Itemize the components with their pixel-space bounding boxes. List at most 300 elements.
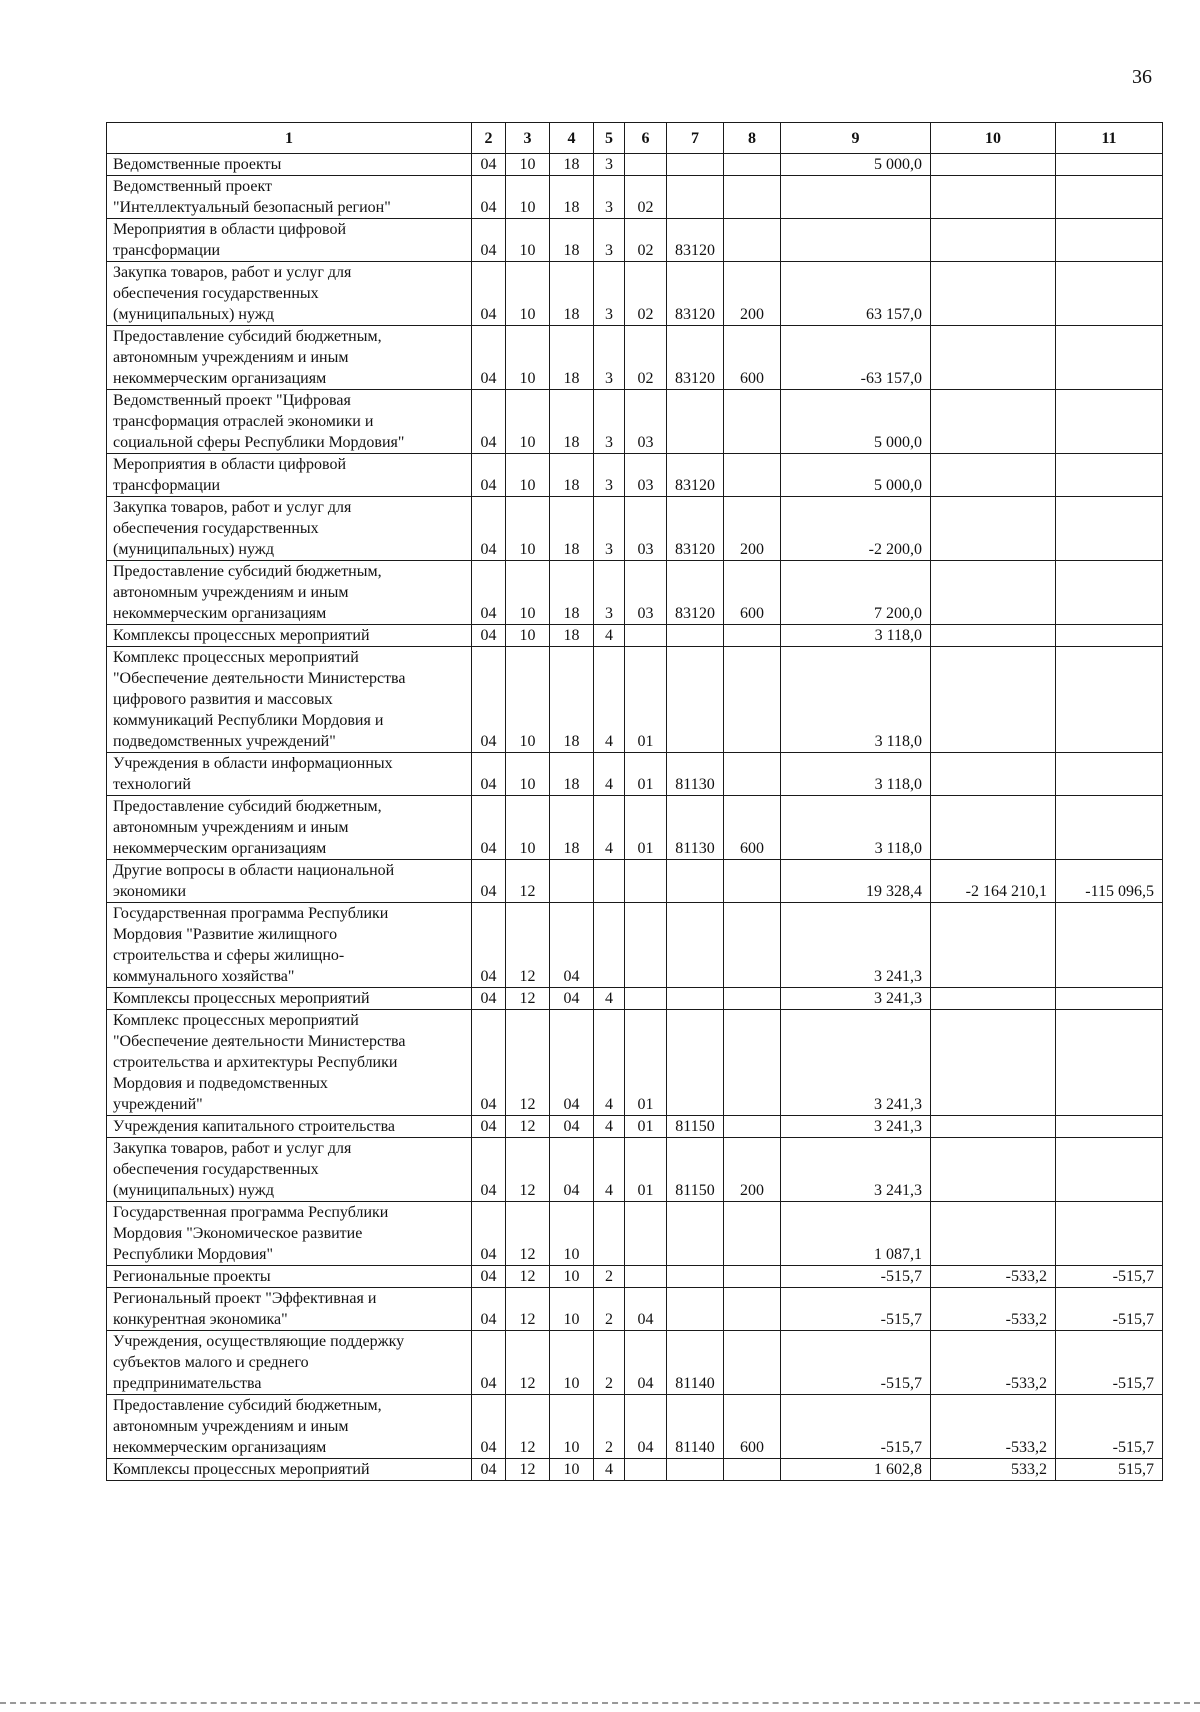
code-program: 18	[550, 561, 594, 625]
code-expense-type	[724, 1331, 781, 1395]
amount-col-9: 19 328,4	[781, 860, 931, 903]
code-subsection: 10	[506, 753, 550, 796]
code-subsection: 10	[506, 625, 550, 647]
code-program: 04	[550, 1138, 594, 1202]
code-expense-type	[724, 1116, 781, 1138]
amount-col-11: -115 096,5	[1056, 860, 1163, 903]
amount-col-9: 3 241,3	[781, 1138, 931, 1202]
code-project	[625, 625, 667, 647]
amount-col-11	[1056, 262, 1163, 326]
amount-col-9: -63 157,0	[781, 326, 931, 390]
table-row	[107, 326, 1163, 390]
amount-col-11	[1056, 1138, 1163, 1202]
code-expense-type	[724, 988, 781, 1010]
code-subsection: 12	[506, 1288, 550, 1331]
amount-col-9	[781, 176, 931, 219]
code-program: 04	[550, 903, 594, 988]
row-name: Учреждения капитального строительства	[107, 1116, 472, 1138]
code-program: 18	[550, 154, 594, 176]
code-program: 18	[550, 625, 594, 647]
code-subsection: 12	[506, 1331, 550, 1395]
code-direction: 81150	[667, 1138, 724, 1202]
row-name: Комплексы процессных мероприятий	[107, 625, 472, 647]
table-row	[107, 454, 1163, 497]
column-header-9: 9	[781, 123, 931, 154]
amount-col-11: -515,7	[1056, 1266, 1163, 1288]
code-section: 04	[472, 326, 506, 390]
code-program: 18	[550, 390, 594, 454]
column-header-11: 11	[1056, 123, 1163, 154]
row-name: Мероприятия в области цифровой трансформации	[107, 219, 472, 262]
amount-col-9: 5 000,0	[781, 154, 931, 176]
column-header-6: 6	[625, 123, 667, 154]
code-direction	[667, 154, 724, 176]
amount-col-10	[931, 1138, 1056, 1202]
code-section: 04	[472, 1288, 506, 1331]
code-section: 04	[472, 561, 506, 625]
code-program: 04	[550, 988, 594, 1010]
code-subsection: 12	[506, 860, 550, 903]
code-project: 01	[625, 796, 667, 860]
code-subprogram: 4	[594, 753, 625, 796]
code-project: 01	[625, 1010, 667, 1116]
column-header-10: 10	[931, 123, 1056, 154]
amount-col-11	[1056, 625, 1163, 647]
row-name: Мероприятия в области цифровой трансформации	[107, 454, 472, 497]
amount-col-10	[931, 497, 1056, 561]
amount-col-9: 5 000,0	[781, 454, 931, 497]
code-section: 04	[472, 454, 506, 497]
code-direction: 81140	[667, 1395, 724, 1459]
code-section: 04	[472, 1331, 506, 1395]
column-header-4: 4	[550, 123, 594, 154]
code-subsection: 10	[506, 497, 550, 561]
code-project	[625, 154, 667, 176]
code-project	[625, 903, 667, 988]
code-section: 04	[472, 1266, 506, 1288]
amount-col-10	[931, 390, 1056, 454]
code-direction	[667, 1202, 724, 1266]
amount-col-10: -533,2	[931, 1266, 1056, 1288]
table-row	[107, 1116, 1163, 1138]
code-program: 10	[550, 1266, 594, 1288]
amount-col-9: 3 118,0	[781, 625, 931, 647]
amount-col-10	[931, 988, 1056, 1010]
code-subsection: 12	[506, 1266, 550, 1288]
table-row	[107, 1395, 1163, 1459]
code-program: 18	[550, 647, 594, 753]
amount-col-9	[781, 219, 931, 262]
scan-edge-rule	[0, 1702, 1200, 1704]
amount-col-11	[1056, 561, 1163, 625]
amount-col-11	[1056, 1116, 1163, 1138]
amount-col-10: -2 164 210,1	[931, 860, 1056, 903]
code-subsection: 10	[506, 154, 550, 176]
code-section: 04	[472, 1459, 506, 1481]
amount-col-9: -2 200,0	[781, 497, 931, 561]
code-section: 04	[472, 219, 506, 262]
row-name: Региональный проект "Эффективная и конкурентная экономика"	[107, 1288, 472, 1331]
code-expense-type	[724, 860, 781, 903]
code-subprogram: 3	[594, 497, 625, 561]
row-name: Учреждения, осуществляющие поддержку субъектов малого и среднего предпринимательства	[107, 1331, 472, 1395]
amount-col-9: 3 118,0	[781, 796, 931, 860]
code-expense-type	[724, 1266, 781, 1288]
code-program: 18	[550, 219, 594, 262]
code-direction	[667, 1459, 724, 1481]
code-direction: 81130	[667, 753, 724, 796]
amount-col-11	[1056, 796, 1163, 860]
table-row	[107, 497, 1163, 561]
code-program: 04	[550, 1010, 594, 1116]
table-row	[107, 219, 1163, 262]
code-project	[625, 1266, 667, 1288]
code-program: 10	[550, 1288, 594, 1331]
amount-col-10	[931, 1202, 1056, 1266]
row-name: Государственная программа Республики Мордовия "Экономическое развитие Республики Мордовия"	[107, 1202, 472, 1266]
table-header	[107, 123, 1163, 154]
code-subsection: 12	[506, 1202, 550, 1266]
amount-col-11: -515,7	[1056, 1395, 1163, 1459]
amount-col-9: -515,7	[781, 1395, 931, 1459]
amount-col-11	[1056, 988, 1163, 1010]
code-direction: 83120	[667, 497, 724, 561]
code-subprogram: 4	[594, 1459, 625, 1481]
code-subsection: 10	[506, 561, 550, 625]
code-program: 10	[550, 1331, 594, 1395]
code-expense-type: 600	[724, 326, 781, 390]
code-section: 04	[472, 647, 506, 753]
code-project	[625, 860, 667, 903]
code-project: 01	[625, 1138, 667, 1202]
amount-col-10	[931, 326, 1056, 390]
code-project: 01	[625, 1116, 667, 1138]
row-name: Предоставление субсидий бюджетным, автономным учреждениям и иным некоммерческим организациям	[107, 326, 472, 390]
code-direction: 83120	[667, 326, 724, 390]
code-expense-type	[724, 154, 781, 176]
code-program: 18	[550, 326, 594, 390]
code-expense-type	[724, 176, 781, 219]
code-project: 02	[625, 219, 667, 262]
amount-col-9: 1 087,1	[781, 1202, 931, 1266]
table-row	[107, 1266, 1163, 1288]
table-row	[107, 1202, 1163, 1266]
code-program: 18	[550, 176, 594, 219]
code-subsection: 12	[506, 1010, 550, 1116]
table-row	[107, 796, 1163, 860]
amount-col-9: 3 241,3	[781, 988, 931, 1010]
code-subprogram	[594, 860, 625, 903]
amount-col-11	[1056, 1202, 1163, 1266]
code-direction	[667, 988, 724, 1010]
code-project	[625, 988, 667, 1010]
code-subsection: 10	[506, 454, 550, 497]
amount-col-10	[931, 625, 1056, 647]
amount-col-9: 7 200,0	[781, 561, 931, 625]
code-direction	[667, 1010, 724, 1116]
amount-col-9: 3 118,0	[781, 647, 931, 753]
column-header-5: 5	[594, 123, 625, 154]
code-expense-type	[724, 625, 781, 647]
table-row	[107, 154, 1163, 176]
amount-col-11	[1056, 497, 1163, 561]
code-subsection: 12	[506, 1116, 550, 1138]
code-project: 04	[625, 1395, 667, 1459]
table-row	[107, 625, 1163, 647]
row-name: Ведомственный проект "Интеллектуальный безопасный регион"	[107, 176, 472, 219]
code-direction	[667, 1266, 724, 1288]
amount-col-11: 515,7	[1056, 1459, 1163, 1481]
row-name: Учреждения в области информационных технологий	[107, 753, 472, 796]
amount-col-9: 63 157,0	[781, 262, 931, 326]
row-name: Закупка товаров, работ и услуг для обеспечения государственных (муниципальных) нужд	[107, 262, 472, 326]
code-project: 03	[625, 390, 667, 454]
row-name: Закупка товаров, работ и услуг для обеспечения государственных (муниципальных) нужд	[107, 497, 472, 561]
row-name: Государственная программа Республики Мордовия "Развитие жилищного строительства и сферы жилищно- коммунального хозяйства"	[107, 903, 472, 988]
amount-col-9: -515,7	[781, 1288, 931, 1331]
column-header-7: 7	[667, 123, 724, 154]
amount-col-9: -515,7	[781, 1331, 931, 1395]
code-subsection: 12	[506, 903, 550, 988]
code-direction	[667, 1288, 724, 1331]
code-expense-type: 600	[724, 1395, 781, 1459]
table-row	[107, 390, 1163, 454]
amount-col-10: 533,2	[931, 1459, 1056, 1481]
budget-table	[106, 122, 1163, 1481]
code-project: 02	[625, 262, 667, 326]
code-expense-type	[724, 454, 781, 497]
amount-col-9: 3 241,3	[781, 1010, 931, 1116]
table-row	[107, 1288, 1163, 1331]
column-header-1: 1	[107, 123, 472, 154]
code-subprogram	[594, 1202, 625, 1266]
code-program: 18	[550, 262, 594, 326]
code-section: 04	[472, 988, 506, 1010]
code-project: 03	[625, 454, 667, 497]
column-header-3: 3	[506, 123, 550, 154]
amount-col-9: -515,7	[781, 1266, 931, 1288]
code-subprogram: 3	[594, 262, 625, 326]
code-expense-type	[724, 1459, 781, 1481]
code-direction	[667, 176, 724, 219]
code-subprogram: 4	[594, 625, 625, 647]
amount-col-10	[931, 753, 1056, 796]
code-subprogram: 2	[594, 1266, 625, 1288]
amount-col-10	[931, 219, 1056, 262]
code-project	[625, 1459, 667, 1481]
code-section: 04	[472, 625, 506, 647]
amount-col-9: 1 602,8	[781, 1459, 931, 1481]
code-subsection: 12	[506, 1138, 550, 1202]
amount-col-10	[931, 154, 1056, 176]
code-direction	[667, 390, 724, 454]
column-header-2: 2	[472, 123, 506, 154]
code-subprogram: 3	[594, 561, 625, 625]
amount-col-11	[1056, 1010, 1163, 1116]
code-subprogram: 2	[594, 1288, 625, 1331]
code-subprogram: 4	[594, 1138, 625, 1202]
amount-col-10: -533,2	[931, 1395, 1056, 1459]
code-section: 04	[472, 860, 506, 903]
code-project: 01	[625, 647, 667, 753]
code-direction	[667, 903, 724, 988]
code-subprogram: 4	[594, 796, 625, 860]
code-section: 04	[472, 1116, 506, 1138]
code-section: 04	[472, 903, 506, 988]
code-subprogram: 3	[594, 326, 625, 390]
amount-col-11	[1056, 390, 1163, 454]
row-name: Другие вопросы в области национальной экономики	[107, 860, 472, 903]
code-program: 10	[550, 1459, 594, 1481]
amount-col-10: -533,2	[931, 1331, 1056, 1395]
code-subsection: 10	[506, 796, 550, 860]
amount-col-11	[1056, 454, 1163, 497]
table-row	[107, 860, 1163, 903]
row-name: Ведомственный проект "Цифровая трансформация отраслей экономики и социальной сферы Республики Мордовия"	[107, 390, 472, 454]
code-expense-type	[724, 753, 781, 796]
code-subprogram: 4	[594, 647, 625, 753]
amount-col-10	[931, 1116, 1056, 1138]
table-row	[107, 903, 1163, 988]
code-expense-type	[724, 903, 781, 988]
table-body	[107, 154, 1163, 1481]
code-subsection: 12	[506, 988, 550, 1010]
code-section: 04	[472, 796, 506, 860]
code-program: 18	[550, 796, 594, 860]
amount-col-11	[1056, 219, 1163, 262]
amount-col-10	[931, 903, 1056, 988]
code-subprogram	[594, 903, 625, 988]
table-row	[107, 1459, 1163, 1481]
code-section: 04	[472, 154, 506, 176]
row-name: Ведомственные проекты	[107, 154, 472, 176]
amount-col-10	[931, 176, 1056, 219]
row-name: Предоставление субсидий бюджетным, автономным учреждениям и иным некоммерческим организациям	[107, 796, 472, 860]
table-row	[107, 647, 1163, 753]
code-expense-type: 600	[724, 561, 781, 625]
amount-col-10: -533,2	[931, 1288, 1056, 1331]
code-expense-type	[724, 219, 781, 262]
code-subprogram: 4	[594, 1010, 625, 1116]
code-expense-type: 600	[724, 796, 781, 860]
amount-col-10	[931, 561, 1056, 625]
code-program: 10	[550, 1202, 594, 1266]
table-row	[107, 988, 1163, 1010]
code-subsection: 10	[506, 176, 550, 219]
code-expense-type	[724, 390, 781, 454]
code-project	[625, 1202, 667, 1266]
amount-col-9: 5 000,0	[781, 390, 931, 454]
amount-col-9: 3 118,0	[781, 753, 931, 796]
code-direction: 83120	[667, 561, 724, 625]
amount-col-10	[931, 796, 1056, 860]
code-subprogram: 2	[594, 1395, 625, 1459]
amount-col-11: -515,7	[1056, 1288, 1163, 1331]
table-row	[107, 1138, 1163, 1202]
table-row	[107, 1010, 1163, 1116]
code-expense-type: 200	[724, 1138, 781, 1202]
code-expense-type	[724, 1202, 781, 1266]
code-subprogram: 3	[594, 390, 625, 454]
code-subsection: 12	[506, 1459, 550, 1481]
row-name: Предоставление субсидий бюджетным, автономным учреждениям и иным некоммерческим организациям	[107, 561, 472, 625]
code-subprogram: 3	[594, 454, 625, 497]
code-subsection: 10	[506, 326, 550, 390]
code-direction: 81140	[667, 1331, 724, 1395]
code-program: 18	[550, 753, 594, 796]
code-subprogram: 4	[594, 1116, 625, 1138]
code-subsection: 10	[506, 219, 550, 262]
code-section: 04	[472, 262, 506, 326]
code-subprogram: 4	[594, 988, 625, 1010]
amount-col-11	[1056, 176, 1163, 219]
code-subsection: 10	[506, 647, 550, 753]
amount-col-10	[931, 647, 1056, 753]
code-direction: 83120	[667, 454, 724, 497]
code-section: 04	[472, 1202, 506, 1266]
code-subprogram: 3	[594, 219, 625, 262]
row-name: Комплексы процессных мероприятий	[107, 1459, 472, 1481]
code-project: 04	[625, 1331, 667, 1395]
row-name: Региональные проекты	[107, 1266, 472, 1288]
code-program: 04	[550, 1116, 594, 1138]
header-row	[107, 123, 1163, 154]
code-program: 10	[550, 1395, 594, 1459]
code-project: 03	[625, 497, 667, 561]
row-name: Предоставление субсидий бюджетным, автономным учреждениям и иным некоммерческим организациям	[107, 1395, 472, 1459]
amount-col-10	[931, 454, 1056, 497]
amount-col-10	[931, 1010, 1056, 1116]
row-name: Комплекс процессных мероприятий "Обеспечение деятельности Министерства строительства и архитектуры Республики Мордовия и подведомственных учреждений"	[107, 1010, 472, 1116]
code-section: 04	[472, 1010, 506, 1116]
code-subprogram: 3	[594, 176, 625, 219]
code-direction: 83120	[667, 219, 724, 262]
row-name: Комплексы процессных мероприятий	[107, 988, 472, 1010]
code-subsection: 12	[506, 1395, 550, 1459]
code-section: 04	[472, 497, 506, 561]
code-direction	[667, 625, 724, 647]
code-section: 04	[472, 753, 506, 796]
table-row	[107, 561, 1163, 625]
row-name: Закупка товаров, работ и услуг для обеспечения государственных (муниципальных) нужд	[107, 1138, 472, 1202]
code-expense-type	[724, 1288, 781, 1331]
code-program: 18	[550, 497, 594, 561]
code-direction: 81130	[667, 796, 724, 860]
code-expense-type: 200	[724, 262, 781, 326]
column-header-8: 8	[724, 123, 781, 154]
amount-col-11	[1056, 647, 1163, 753]
code-section: 04	[472, 390, 506, 454]
table-row	[107, 262, 1163, 326]
code-project: 02	[625, 176, 667, 219]
code-section: 04	[472, 1138, 506, 1202]
code-subprogram: 3	[594, 154, 625, 176]
code-direction: 83120	[667, 262, 724, 326]
code-program: 18	[550, 454, 594, 497]
table-row	[107, 753, 1163, 796]
amount-col-11: -515,7	[1056, 1331, 1163, 1395]
code-section: 04	[472, 1395, 506, 1459]
amount-col-11	[1056, 326, 1163, 390]
row-name: Комплекс процессных мероприятий "Обеспечение деятельности Министерства цифрового развития и массовых коммуникаций Республики Мордовия и подведомственных учреждений"	[107, 647, 472, 753]
code-project: 02	[625, 326, 667, 390]
code-expense-type: 200	[724, 497, 781, 561]
code-direction	[667, 860, 724, 903]
table-row	[107, 1331, 1163, 1395]
code-expense-type	[724, 647, 781, 753]
code-project: 01	[625, 753, 667, 796]
amount-col-9: 3 241,3	[781, 903, 931, 988]
